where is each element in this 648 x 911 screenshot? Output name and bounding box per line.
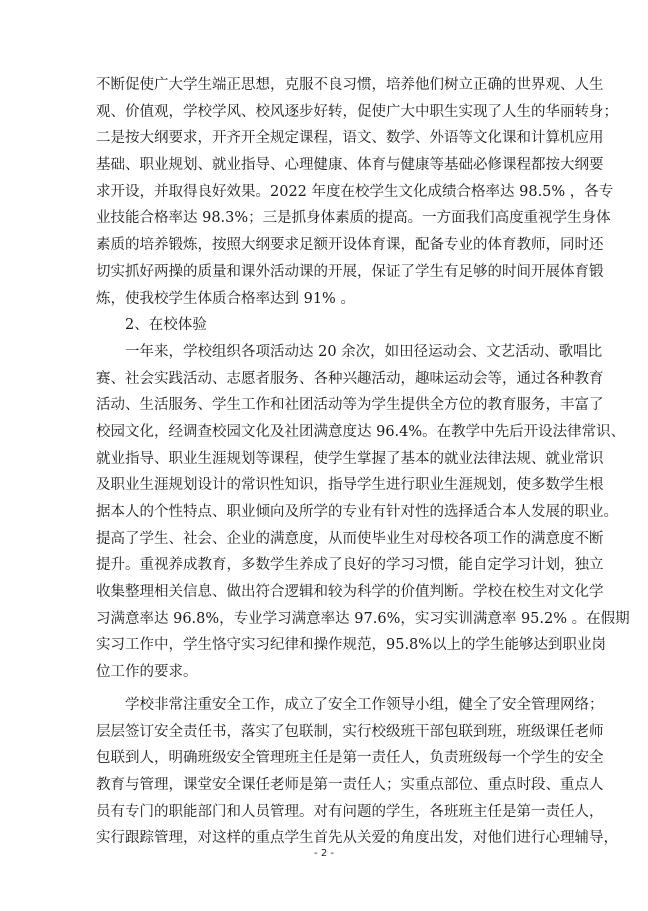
text-line: 学校非常注重安全工作，成立了安全工作领导小组，健全了安全管理网络； [125,696,604,713]
paragraph [96,72,618,312]
text-line: 层层签订安全责任书，落实了包联制，实行校级班干部包联到班，班级课任老师 [96,723,604,740]
text-line: 不断促使广大学生端正思想，克服不良习惯，培养他们树立正确的世界观、人生 [96,77,604,93]
text-line: 员有专门的职能部门和人员管理。对有问题的学生，各班班主任是第一责任人， [96,803,604,820]
text-line: 位工作的要求。 [96,664,198,681]
section-heading: 2、在校体验 [125,317,207,334]
text-line: 习满意率达 96.8%，专业学习满意率达 97.6%，实习实训满意率 95.2% 。在假期 [96,610,630,627]
text-line: 求开设，并取得良好效果。2022 年度在校学生文化成绩合格率达 98.5% ，各专 [96,183,614,200]
text-line: 及职业生涯规划设计的常识性知识，指导学生进行职业生涯规划，使多数学生根 [96,477,604,494]
text-line: 提高了学生、社会、企业的满意度，从而使毕业生对母校各项工作的满意度不断 [96,530,604,547]
text-line: 实习工作中，学生恪守实习纪律和操作规范，95.8%以上的学生能够达到职业岗 [96,637,607,654]
text-line: 切实抓好两操的质量和课外活动课的开展，保证了学生有足够的时间开展体育锻 [96,263,604,280]
text-line: 炼，使我校学生体质合格率达到 91% 。 [96,290,355,307]
text-line: 收集整理相关信息、做出符合逻辑和较为科学的价值判断。学校在校生对文化学 [96,584,604,601]
text-line: 业技能合格率达 98.3%；三是抓身体素质的提高。一方面我们高度重视学生身体 [96,210,611,227]
text-line: 包联到人，明确班级安全管理班主任是第一责任人，负责班级每一个学生的安全 [96,750,604,767]
text-line: 教育与管理，课堂安全课任老师是第一责任人；实重点部位、重点时段、重点人 [96,776,604,793]
text-line: 赛、社会实践活动、志愿者服务、各种兴趣活动，趣味运动会等，通过各种教育 [96,370,604,387]
text-line: 校园文化，经调查校园文化及社团满意度达 96.4%。在教学中先后开设法律常识、 [96,423,626,440]
text-line: 基础、职业规划、就业指导、心理健康、体育与健康等基础必修课程都按大纲要 [96,157,604,174]
text-line: 二是按大纲要求，开齐开全规定课程，语文、数学、外语等文化课和计算机应用 [96,130,604,147]
text-line: 据本人的个性特点、职业倾向及所学的专业有针对性的选择适合本人发展的职业。 [96,504,618,520]
text-line: 实行跟踪管理，对这样的重点学生首先从关爱的角度出发，对他们进行心理辅导， [96,830,618,847]
text-line: 观、价值观，学校学风、校风逐步好转，促使广大中职生实现了人生的华丽转身； [96,103,618,120]
text-line: 就业指导、职业生涯规划等课程，使学生掌握了基本的就业法律法规、就业常识 [96,450,604,467]
text-line: 素质的培养锻炼，按照大纲要求足额开设体育课，配备专业的体育教师，同时还 [96,237,604,254]
paragraph [96,339,630,686]
text-line: 活动、生活服务、学生工作和社团活动等为学生提供全方位的教育服务，丰富了 [96,397,604,414]
text-line: 一年来，学校组织各项活动达 20 余次，如田径运动会、文艺活动、歌唱比 [125,343,603,360]
text-line: 提升。重视养成教育，多数学生养成了良好的学习习惯，能自定学习计划，独立 [96,557,604,574]
page-body [96,72,630,852]
paragraph [96,692,618,852]
page-number: - 2 - [314,848,334,859]
